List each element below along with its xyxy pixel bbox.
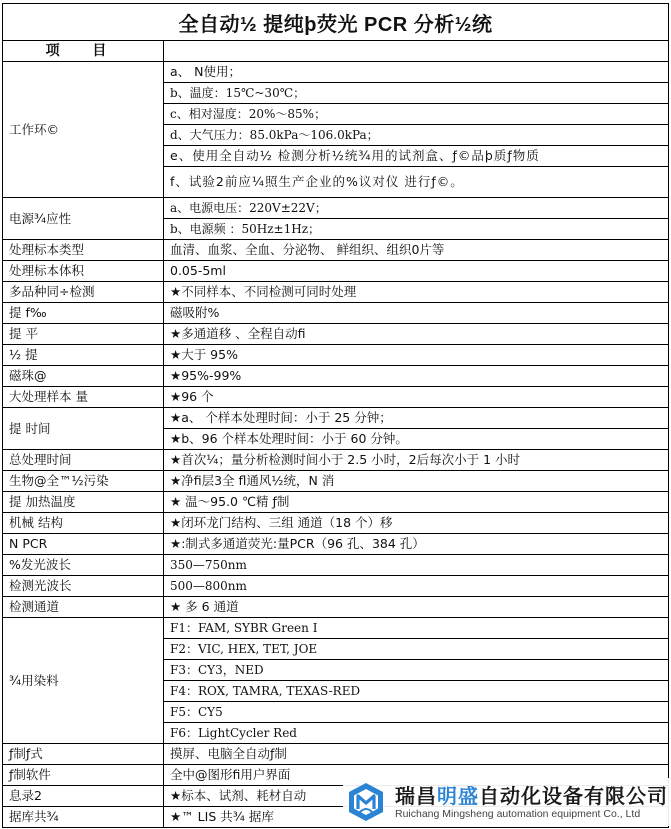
document-title: 全自动½ 提纯þ荧光 PCR 分析½统 xyxy=(2,3,669,40)
row-value: ★大于 95% xyxy=(164,345,669,366)
table-row xyxy=(3,408,669,429)
table-row xyxy=(3,576,669,597)
work-env-item: e、使用全自动½ 检测分析½统¾用的试剂盒、ƒ©品þ质ƒ物质 xyxy=(164,146,669,167)
table-row xyxy=(3,324,669,345)
work-env-item: a、 N使用； xyxy=(164,62,669,83)
row-value: 血清、血浆、全血、分泌物、 鲜组织、组织0片等 xyxy=(164,240,669,261)
spec-table xyxy=(2,40,669,828)
company-name-prefix: 瑞昌 xyxy=(395,783,437,808)
time-item: ★b、96 个样本处理时间：小于 60 分钟。 xyxy=(164,429,669,450)
company-logo xyxy=(343,778,669,826)
company-name-block xyxy=(395,784,668,821)
dye-item: F1：FAM, SYBR Green I xyxy=(164,618,669,639)
row-value: ★ 多 6 通道 xyxy=(164,597,669,618)
row-value: ★:制式多通道荧光:量PCR（96 孔、384 孔） xyxy=(164,534,669,555)
table-row xyxy=(3,513,669,534)
table-row xyxy=(3,597,669,618)
work-env-item: b、温度：15℃~30℃； xyxy=(164,83,669,104)
work-env-item: c、相对湿度：20%～85%； xyxy=(164,104,669,125)
row-value: ★首次¼；量分析检测时间小于 2.5 小时，2后每次小于 1 小时 xyxy=(164,450,669,471)
mingsheng-hex-logo-icon xyxy=(345,781,387,823)
row-label: 总处理时间 xyxy=(3,450,164,471)
power-item: a、电源电压：220V±22V； xyxy=(164,198,669,219)
table-row xyxy=(3,282,669,303)
row-label: 大处理样本 量 xyxy=(3,387,164,408)
company-name-cn xyxy=(395,784,668,808)
row-value: ★96 个 xyxy=(164,387,669,408)
row-value: ★闭环龙门结构、三组 通道（18 个）移 xyxy=(164,513,669,534)
company-name-highlight: 明盛 xyxy=(437,783,479,808)
spec-sheet xyxy=(2,3,669,828)
table-row xyxy=(3,471,669,492)
header-item-label: 项 目 xyxy=(3,41,164,62)
row-label: 提 f‰ xyxy=(3,303,164,324)
time-item: ★a、 个样本处理时间：小于 25 分钟； xyxy=(164,408,669,429)
header-spec-label xyxy=(164,41,669,62)
power-item: b、电源频 ：50Hz±1Hz； xyxy=(164,219,669,240)
row-value: 摸屏、电脑全自动ƒ制 xyxy=(164,744,669,765)
row-label: 处理标本体积 xyxy=(3,261,164,282)
row-label: 机械 结构 xyxy=(3,513,164,534)
table-row xyxy=(3,492,669,513)
row-label: ƒ制ƒ式 xyxy=(3,744,164,765)
table-row xyxy=(3,366,669,387)
work-env-item: f、试验2前应¼照生产企业的%议对仪 进行ƒ©。 xyxy=(164,167,669,198)
row-label: 提 加热温度 xyxy=(3,492,164,513)
row-label: 检测光波长 xyxy=(3,576,164,597)
row-label: 磁珠@ xyxy=(3,366,164,387)
row-value: 磁吸附% xyxy=(164,303,669,324)
table-row xyxy=(3,534,669,555)
table-row xyxy=(3,744,669,765)
row-value: ★标本、试剂、耗材自动 xyxy=(164,786,669,807)
row-value: ★ 温～95.0 ℃精 ƒ制 xyxy=(164,492,669,513)
row-label: ½ 提 xyxy=(3,345,164,366)
row-label: 生物@全™½污染 xyxy=(3,471,164,492)
time-label: 提 时间 xyxy=(3,408,164,450)
row-value: ★净fi层3全 fl通风½统，N 消 xyxy=(164,471,669,492)
dye-item: F6：LightCycler Red xyxy=(164,723,669,744)
table-row xyxy=(3,555,669,576)
row-value: ★95%-99% xyxy=(164,366,669,387)
dyes-label: ¾用染料 xyxy=(3,618,164,744)
table-row xyxy=(3,240,669,261)
dye-item: F5：CY5 xyxy=(164,702,669,723)
row-label: 检测通道 xyxy=(3,597,164,618)
row-label: 息录2 xyxy=(3,786,164,807)
dye-item: F4：ROX, TAMRA, TEXAS-RED xyxy=(164,681,669,702)
company-name-suffix: 自动化设备有限公司 xyxy=(479,783,668,808)
table-row xyxy=(3,345,669,366)
row-value: 350—750nm xyxy=(164,555,669,576)
row-label: %发光波长 xyxy=(3,555,164,576)
row-label: 多品种同÷检测 xyxy=(3,282,164,303)
table-row xyxy=(3,387,669,408)
work-env-label: 工作环© xyxy=(3,62,164,198)
company-name-en: Ruichang Mingsheng automation equipment Co., Ltd xyxy=(395,807,641,820)
row-label: ƒ制软件 xyxy=(3,765,164,786)
table-row xyxy=(3,261,669,282)
row-label: 据库共¾ xyxy=(3,807,164,828)
row-value: ★多通道移 、全程自动fi xyxy=(164,324,669,345)
row-value: 0.05-5ml xyxy=(164,261,669,282)
work-env-item: d、大气压力：85.0kPa～106.0kPa； xyxy=(164,125,669,146)
table-row xyxy=(3,450,669,471)
row-value: ★不同样本、不同检测可同时处理 xyxy=(164,282,669,303)
power-label: 电源¾应性 xyxy=(3,198,164,240)
row-value: 全中@图形fi用户界面 xyxy=(164,765,669,786)
row-label: N PCR xyxy=(3,534,164,555)
table-row xyxy=(3,618,669,639)
row-value: ★™ LIS 共¾ 据库 xyxy=(164,807,669,828)
dye-item: F2：VIC, HEX, TET, JOE xyxy=(164,639,669,660)
table-row xyxy=(3,303,669,324)
row-label: 处理标本类型 xyxy=(3,240,164,261)
table-row xyxy=(3,198,669,219)
dye-item: F3：CY3，NED xyxy=(164,660,669,681)
row-value: 500—800nm xyxy=(164,576,669,597)
table-row xyxy=(3,62,669,83)
row-label: 提 平 xyxy=(3,324,164,345)
table-header-row xyxy=(3,41,669,62)
